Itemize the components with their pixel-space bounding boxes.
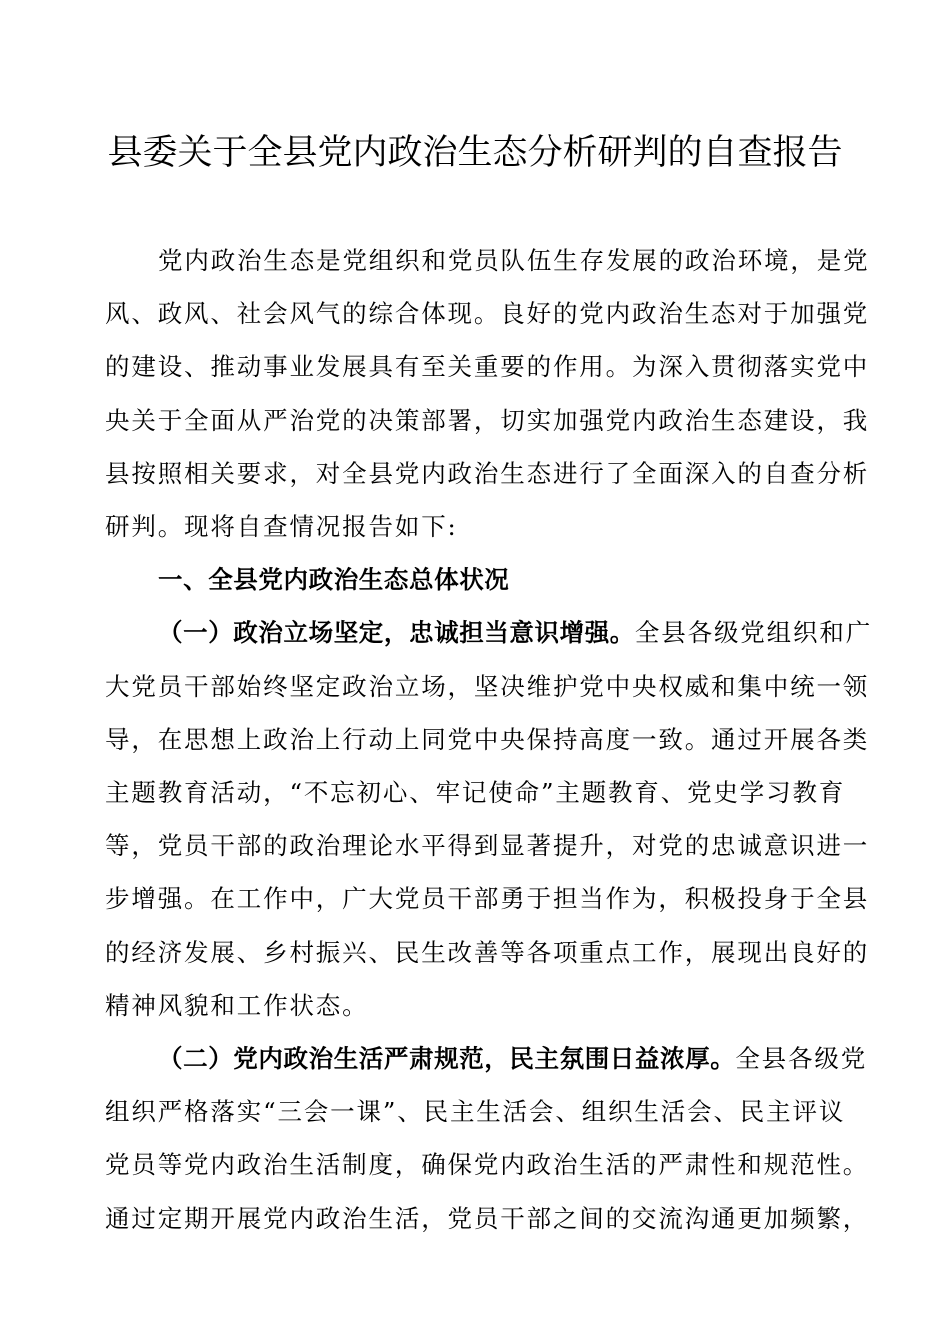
subsection-2 xyxy=(105,1032,870,1245)
text-line: 精神风貌和工作状态。 xyxy=(105,990,369,1020)
text-line: 的建设、推动事业发展具有至关重要的作用。为深入贯彻落实党中 xyxy=(105,352,870,382)
text-line: 县按照相关要求，对全县党内政治生态进行了全面深入的自查分析 xyxy=(105,458,870,488)
intro-paragraph xyxy=(105,234,870,553)
section-heading: 一、全县党内政治生态总体状况 xyxy=(158,565,510,595)
document-body xyxy=(105,234,873,1245)
subsection-1 xyxy=(105,606,873,1032)
document-title: 县委关于全县党内政治生态分析研判的自查报告 xyxy=(107,133,843,173)
text-line: 风、政风、社会风气的综合体现。良好的党内政治生态对于加强党 xyxy=(105,299,870,329)
text-line: 步增强。在工作中，广大党员干部勇于担当作为，积极投身于全县 xyxy=(105,884,870,914)
text-line: 党员等党内政治生活制度，确保党内政治生活的严肃性和规范性。 xyxy=(105,1150,870,1180)
text-line: 导，在思想上政治上行动上同党中央保持高度一致。通过开展各类 xyxy=(105,724,870,754)
text-line: 等，党员干部的政治理论水平得到显著提升，对党的忠诚意识进一 xyxy=(105,831,870,861)
text-line: 党内政治生态是党组织和党员队伍生存发展的政治环境，是党 xyxy=(158,246,870,275)
text-line: 大党员干部始终坚定政治立场，坚决维护党中央权威和集中统一领 xyxy=(105,671,870,701)
text-line: 研判。现将自查情况报告如下: xyxy=(105,512,458,542)
text-line: 主题教育活动，“不忘初心、牢记使命”主题教育、党史学习教育 xyxy=(105,778,846,808)
text-line: 通过定期开展党内政治生活，党员干部之间的交流沟通更加频繁， xyxy=(105,1203,870,1233)
text-line: 央关于全面从严治党的决策部署，切实加强党内政治生态建设，我 xyxy=(105,405,870,435)
subsection-heading: （一）政治立场坚定，忠诚担当意识增强。 xyxy=(158,618,635,648)
text-fragment: 全县各级党 xyxy=(735,1044,868,1074)
text-line: 的经济发展、乡村振兴、民生改善等各项重点工作，展现出良好的 xyxy=(105,937,870,967)
text-line: 组织严格落实“三会一课”、民主生活会、组织生活会、民主评议 xyxy=(105,1097,846,1127)
text-fragment: 全县各级党组织和广 xyxy=(634,618,873,648)
subsection-heading: （二）党内政治生活严肃规范，民主氛围日益浓厚。 xyxy=(158,1044,736,1074)
